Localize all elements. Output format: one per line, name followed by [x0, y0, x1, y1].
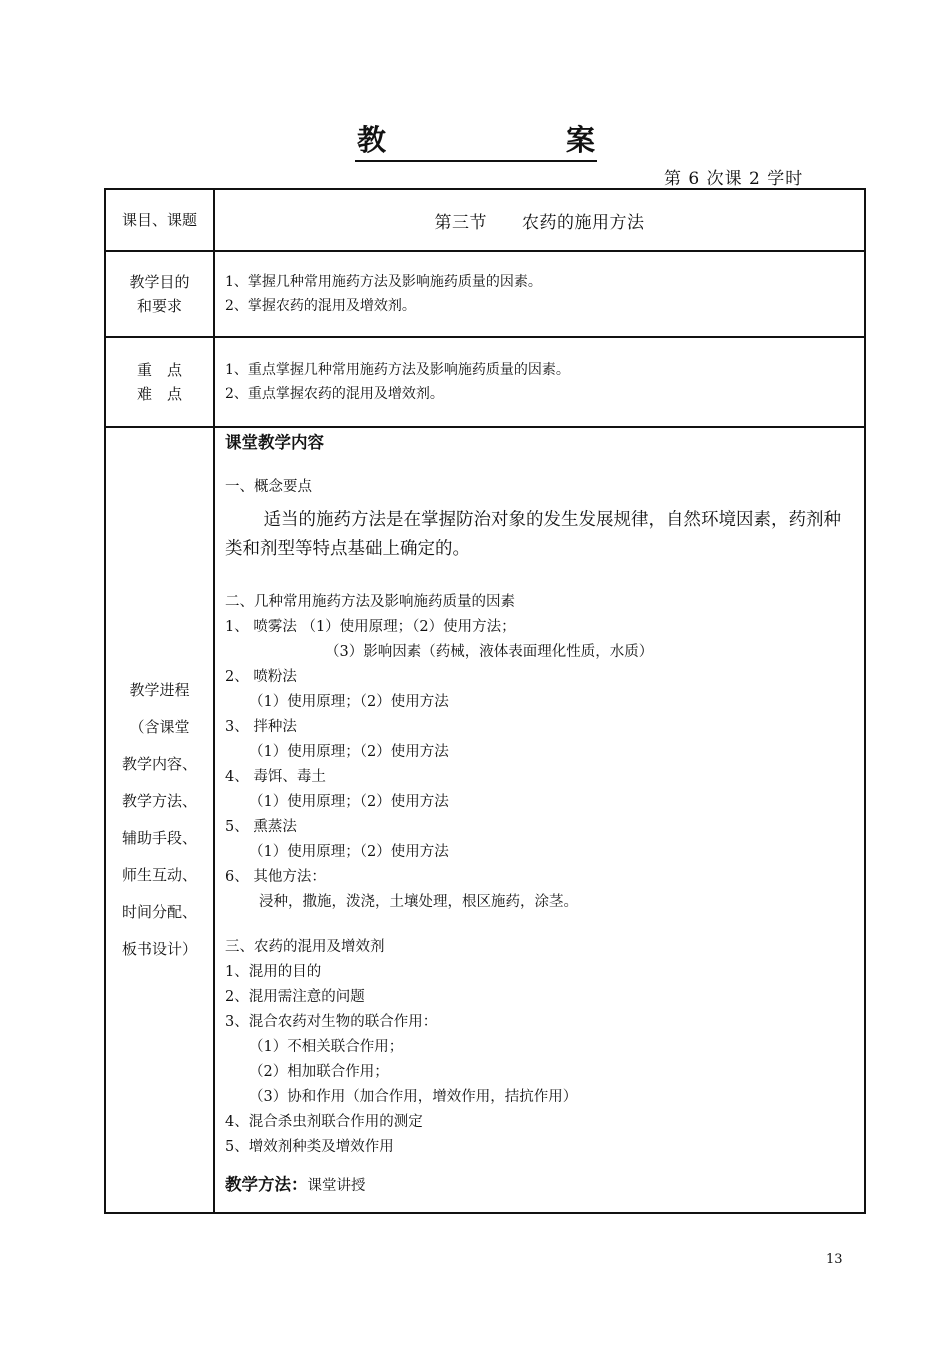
progress-label-line-5: 辅助手段、 — [121, 829, 197, 847]
document-title — [355, 118, 597, 162]
page-number: 13 — [826, 1252, 843, 1267]
section-2-title: 二、几种常用施药方法及影响施药质量的因素 — [225, 594, 515, 610]
section-3-line-7: 4、混合杀虫剂联合作用的测定 — [225, 1114, 423, 1130]
section-3-title: 三、农药的混用及增效剂 — [225, 939, 385, 955]
section-2-line-12: 浸种，撒施，泼浇，土壤处理，根区施药，涂茎。 — [259, 894, 578, 910]
progress-label-line-6: 师生互动、 — [121, 866, 197, 884]
section-3-line-5: （2）相加联合作用； — [249, 1064, 389, 1080]
section-1-title: 一、概念要点 — [225, 479, 312, 495]
progress-label-line-4: 教学方法、 — [121, 792, 197, 810]
progress-row — [105, 427, 865, 1213]
key-points-label-line-2: 难 点 — [136, 385, 182, 403]
section-2-line-1: 1、 喷雾法 （1）使用原理；（2）使用方法； — [225, 619, 516, 635]
section-2-line-6: （1）使用原理；（2）使用方法 — [249, 744, 449, 760]
objectives-label — [105, 251, 214, 337]
section-1-text: 适当的施药方法是在掌握防治对象的发生发展规律，自然环境因素，药剂种类和剂型等特点基础上确定的。 — [225, 510, 841, 559]
section-2-line-4: （1）使用原理；（2）使用方法 — [249, 694, 449, 710]
section-3-line-4: （1）不相关联合作用； — [249, 1039, 404, 1055]
section-3-line-6: （3）协和作用（加合作用，增效作用，拮抗作用） — [249, 1089, 578, 1105]
section-2-line-5: 3、 拌种法 — [225, 719, 297, 735]
objectives-content — [214, 251, 865, 337]
objective-item-2: 2、掌握农药的混用及增效剂。 — [225, 298, 416, 314]
key-point-item-1: 1、重点掌握几种常用施药方法及影响施药质量的因素。 — [225, 362, 570, 378]
lesson-plan-table — [104, 188, 866, 1214]
section-3-line-3: 3、混合农药对生物的联合作用： — [225, 1014, 438, 1030]
lesson-info: 第 6 次课 2 学时 — [664, 169, 804, 189]
objectives-label-line-1: 教学目的 — [129, 273, 190, 291]
progress-label-line-3: 教学内容、 — [121, 755, 197, 773]
section-3-line-1: 1、混用的目的 — [225, 964, 322, 980]
teaching-method — [225, 1172, 856, 1199]
title-char-2: 案 — [565, 123, 595, 157]
key-points-content — [214, 337, 865, 427]
section-2-line-7: 4、 毒饵、毒土 — [225, 769, 326, 785]
progress-label — [105, 427, 214, 1213]
key-point-item-2: 2、重点掌握农药的混用及增效剂。 — [225, 386, 444, 402]
teaching-method-label: 教学方法： — [225, 1175, 308, 1194]
section-2-line-8: （1）使用原理；（2）使用方法 — [249, 794, 449, 810]
progress-label-line-1: 教学进程 — [129, 681, 190, 699]
spacer — [225, 570, 856, 590]
spacer — [225, 455, 856, 475]
subject-label: 课目、课题 — [105, 189, 214, 251]
section-2-line-9: 5、 熏蒸法 — [225, 819, 297, 835]
content-heading: 课堂教学内容 — [225, 433, 324, 452]
section-2-line-2: （3）影响因素（药械，液体表面理化性质，水质） — [325, 644, 654, 660]
section-3-line-2: 2、混用需注意的问题 — [225, 989, 365, 1005]
subject-row — [105, 189, 865, 251]
progress-label-line-2: （含课堂 — [129, 718, 190, 736]
key-points-row — [105, 337, 865, 427]
section-2-line-11: 6、 其他方法： — [225, 869, 326, 885]
section-2-line-10: （1）使用原理；（2）使用方法 — [249, 844, 449, 860]
objective-item-1: 1、掌握几种常用施药方法及影响施药质量的因素。 — [225, 274, 542, 290]
key-points-label — [105, 337, 214, 427]
objectives-row — [105, 251, 865, 337]
objectives-label-line-2: 和要求 — [136, 297, 182, 315]
title-char-1: 教 — [357, 123, 387, 157]
progress-label-line-8: 板书设计） — [121, 940, 197, 958]
progress-label-line-7: 时间分配、 — [121, 903, 197, 921]
spacer — [225, 915, 856, 935]
progress-content — [214, 427, 865, 1213]
key-points-label-line-1: 重 点 — [136, 361, 182, 379]
section-3-line-8: 5、增效剂种类及增效作用 — [225, 1139, 394, 1155]
teaching-method-value: 课堂讲授 — [307, 1178, 366, 1194]
subject-value: 第三节 农药的施用方法 — [214, 189, 865, 251]
section-2-line-3: 2、 喷粉法 — [225, 669, 297, 685]
